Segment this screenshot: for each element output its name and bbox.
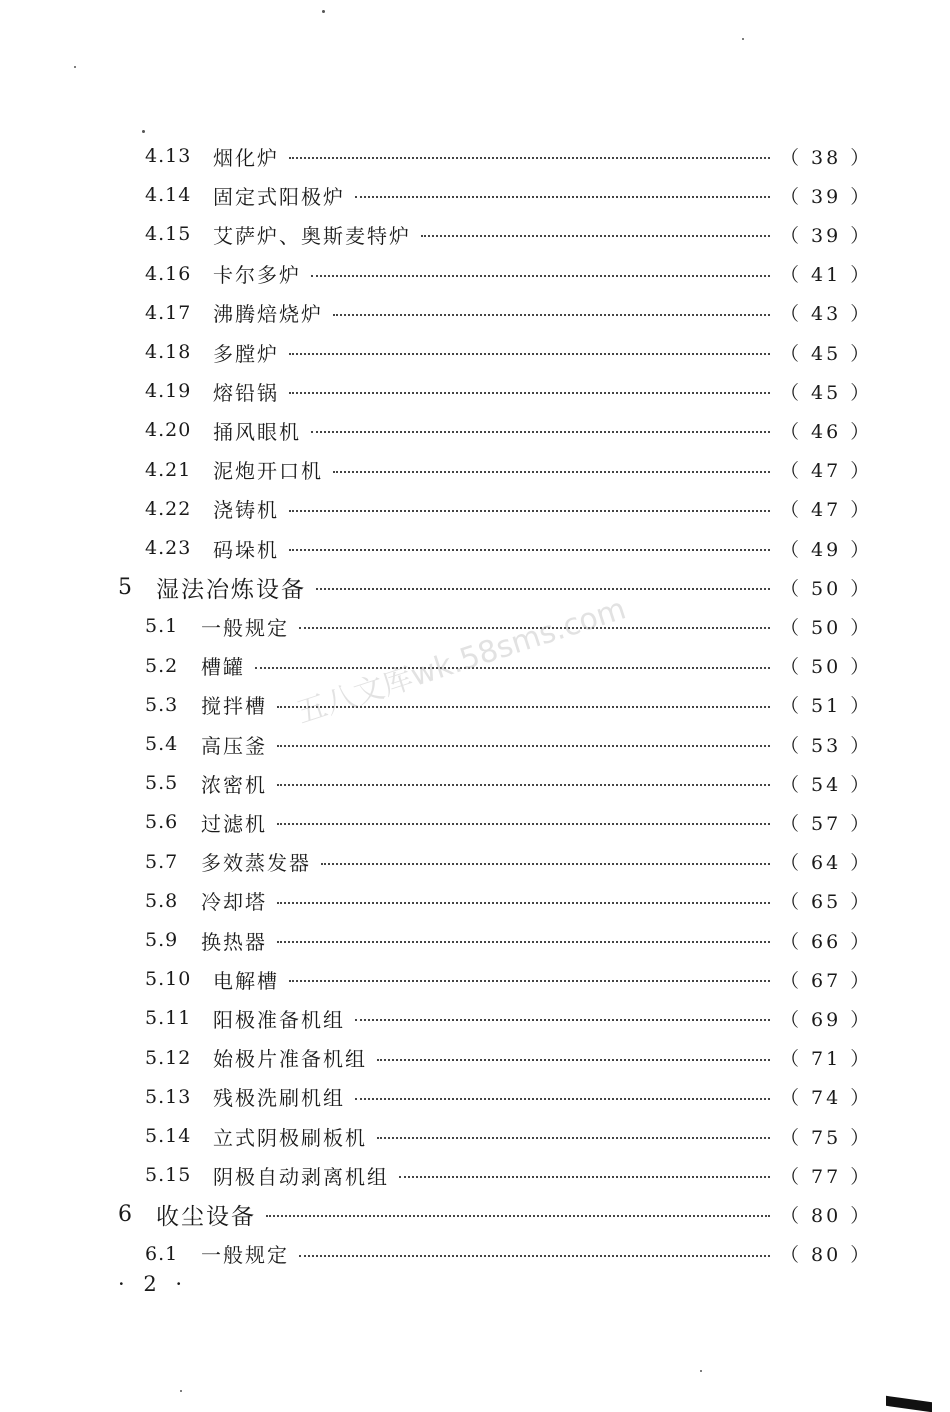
toc-entry-title: 一般规定	[201, 615, 289, 640]
toc-entry-page: （ 45 ）	[780, 381, 873, 404]
toc-section-entry	[145, 807, 873, 837]
toc-entry-title: 固定式阳极炉	[213, 184, 345, 209]
toc-section-entry	[145, 847, 873, 877]
toc-entry-number: 4.18	[145, 341, 192, 363]
toc-section-entry	[145, 259, 873, 289]
dot-leader	[289, 549, 770, 551]
toc-entry-title: 烟化炉	[213, 145, 279, 170]
toc-entry-title: 多效蒸发器	[201, 851, 311, 876]
dot-leader	[333, 314, 770, 316]
toc-entry-title: 过滤机	[201, 811, 267, 836]
dot-leader	[333, 471, 770, 473]
toc-entry-title: 残极洗刷机组	[213, 1086, 345, 1111]
dot-leader	[355, 1019, 770, 1021]
toc-entry-number: 5.5	[145, 772, 179, 795]
dot-leader	[299, 1255, 770, 1257]
toc-entry-page: （ 51 ）	[780, 695, 873, 718]
toc-entry-page: （ 47 ）	[780, 460, 873, 483]
dot-leader	[289, 980, 770, 982]
toc-entry-page: （ 43 ）	[780, 303, 873, 326]
dot-leader	[421, 235, 770, 237]
toc-section-entry	[145, 455, 873, 485]
toc-entry-number: 6.1	[145, 1242, 179, 1265]
dot-leader	[377, 1059, 770, 1061]
toc-entry-title: 搅拌槽	[201, 694, 267, 719]
dot-leader	[321, 863, 770, 865]
toc-entry-number: 4.21	[145, 458, 192, 481]
toc-entry-number: 5.8	[145, 889, 179, 912]
dot-leader	[277, 902, 770, 904]
toc-entry-page: （ 46 ）	[780, 420, 873, 443]
toc-section-entry	[145, 298, 873, 328]
toc-entry-number: 4.22	[145, 497, 192, 520]
toc-section-entry	[145, 964, 873, 994]
toc-entry-title: 艾萨炉、奥斯麦特炉	[213, 223, 411, 248]
toc-entry-page: （ 80 ）	[780, 1204, 873, 1227]
toc-entry-page: （ 50 ）	[780, 577, 873, 600]
toc-entry-page: （ 71 ）	[780, 1048, 873, 1071]
toc-entry-number: 4.19	[145, 380, 192, 403]
toc-entry-number: 4.13	[145, 145, 192, 167]
toc-entry-title: 多膛炉	[213, 341, 279, 366]
toc-entry-title: 收尘设备	[156, 1203, 256, 1230]
toc-section-entry	[145, 886, 873, 916]
toc-section-entry	[145, 219, 873, 249]
dot-leader	[277, 823, 770, 825]
dot-leader	[277, 784, 770, 786]
toc-entry-number: 5.2	[145, 654, 179, 677]
toc-entry-title: 码垛机	[213, 537, 279, 562]
scan-speck	[322, 10, 325, 13]
dot-leader	[289, 392, 770, 394]
toc-section-entry	[145, 1003, 873, 1033]
toc-entry-page: （ 57 ）	[780, 812, 873, 835]
toc-entry-number: 4.17	[145, 301, 192, 324]
toc-entry-title: 立式阴极刷板机	[213, 1125, 367, 1150]
toc-entry-title: 一般规定	[201, 1243, 289, 1268]
toc-section-entry	[145, 729, 873, 759]
toc-entry-page: （ 49 ）	[780, 538, 873, 561]
toc-entry-page: （ 74 ）	[780, 1087, 873, 1110]
toc-section-entry	[145, 690, 873, 720]
dot-leader	[266, 1215, 770, 1217]
toc-section-entry	[145, 337, 873, 367]
dot-leader	[289, 353, 770, 355]
toc-entry-title: 阳极准备机组	[213, 1007, 345, 1032]
toc-entry-number: 4.14	[145, 184, 192, 207]
toc-section-entry	[145, 180, 873, 210]
dot-leader	[316, 588, 770, 590]
dot-leader	[377, 1137, 770, 1139]
toc-entry-title: 高压釜	[201, 733, 267, 758]
toc-section-entry	[145, 415, 873, 445]
dot-leader	[311, 431, 770, 433]
toc-entry-number: 5	[118, 574, 133, 600]
toc-entry-page: （ 65 ）	[780, 891, 873, 914]
toc-chapter-entry	[118, 1199, 873, 1230]
toc-entry-number: 5.13	[145, 1085, 192, 1108]
toc-entry-title: 泥炮开口机	[213, 459, 323, 484]
toc-entry-title: 卡尔多炉	[213, 263, 301, 288]
toc-entry-page: （ 39 ）	[780, 224, 873, 247]
toc-section-entry	[145, 141, 873, 171]
toc-entry-number: 5.3	[145, 693, 179, 716]
scan-edge-mark	[886, 1396, 932, 1412]
toc-entry-title: 浓密机	[201, 772, 267, 797]
toc-entry-number: 5.12	[145, 1046, 192, 1069]
toc-entry-title: 电解槽	[213, 968, 279, 993]
toc-entry-page: （ 50 ）	[780, 656, 873, 679]
toc-section-entry	[145, 376, 873, 406]
scan-speck	[742, 38, 744, 40]
toc-entry-number: 5.11	[145, 1007, 192, 1030]
dot-leader	[277, 941, 770, 943]
toc-entry-title: 槽罐	[201, 655, 245, 680]
page-number: · 2 ·	[118, 1272, 189, 1296]
toc-entry-title: 浇铸机	[213, 498, 279, 523]
toc-entry-title: 湿法冶炼设备	[156, 576, 306, 603]
dot-leader	[399, 1176, 770, 1178]
toc-entry-page: （ 41 ）	[780, 264, 873, 287]
toc-section-entry	[145, 1043, 873, 1073]
scan-speck	[700, 1370, 702, 1372]
dot-leader	[355, 196, 770, 198]
toc-entry-title: 熔铅锅	[213, 380, 279, 405]
dot-leader	[289, 157, 770, 159]
toc-section-entry	[145, 1160, 873, 1190]
toc-entry-title: 捅风眼机	[213, 419, 301, 444]
toc-entry-title: 阴极自动剥离机组	[213, 1164, 389, 1189]
toc-entry-number: 5.9	[145, 929, 179, 951]
scan-speck	[74, 66, 76, 68]
toc-entry-title: 沸腾焙烧炉	[213, 302, 323, 327]
toc-entry-page: （ 38 ）	[780, 146, 873, 169]
toc-entry-number: 6	[118, 1201, 133, 1227]
toc-entry-number: 5.6	[145, 811, 179, 834]
dot-leader	[277, 745, 770, 747]
toc-entry-page: （ 47 ）	[780, 499, 873, 522]
toc-section-entry	[145, 494, 873, 524]
dot-leader	[311, 275, 770, 277]
toc-entry-number: 5.15	[145, 1164, 192, 1187]
toc-chapter-entry	[118, 572, 873, 603]
toc-section-entry	[145, 1121, 873, 1151]
toc-entry-number: 5.10	[145, 968, 192, 991]
toc-entry-number: 5.4	[145, 733, 179, 755]
toc-entry-number: 4.15	[145, 223, 192, 246]
toc-entry-number: 5.14	[145, 1125, 192, 1147]
toc-section-entry	[145, 1082, 873, 1112]
toc-entry-title: 冷却塔	[201, 890, 267, 915]
toc-section-entry	[145, 533, 873, 563]
dot-leader	[355, 1098, 770, 1100]
toc-entry-page: （ 45 ）	[780, 342, 873, 365]
toc-entry-page: （ 39 ）	[780, 185, 873, 208]
toc-section-entry	[145, 1239, 873, 1269]
toc-section-entry	[145, 768, 873, 798]
toc-entry-number: 5.1	[145, 615, 179, 638]
dot-leader	[255, 667, 770, 669]
toc-entry-page: （ 80 ）	[780, 1244, 873, 1267]
toc-entry-page: （ 64 ）	[780, 852, 873, 875]
toc-entry-page: （ 50 ）	[780, 616, 873, 639]
toc-entry-page: （ 77 ）	[780, 1165, 873, 1188]
toc-entry-number: 4.20	[145, 419, 192, 442]
toc-entry-number: 4.23	[145, 537, 192, 559]
scan-speck	[180, 1390, 182, 1392]
toc-entry-number: 5.7	[145, 850, 179, 873]
toc-entry-title: 始极片准备机组	[213, 1047, 367, 1072]
toc-section-entry	[145, 925, 873, 955]
watermark: 五八文库wk.58sms.com	[292, 591, 631, 731]
toc-entry-page: （ 67 ）	[780, 969, 873, 992]
toc-entry-page: （ 69 ）	[780, 1008, 873, 1031]
toc-entry-title: 换热器	[201, 929, 267, 954]
toc-entry-page: （ 66 ）	[780, 930, 873, 953]
dot-leader	[289, 510, 770, 512]
toc-entry-page: （ 54 ）	[780, 773, 873, 796]
scan-speck	[142, 130, 145, 133]
toc-entry-page: （ 75 ）	[780, 1126, 873, 1149]
toc-entry-number: 4.16	[145, 262, 192, 285]
toc-entry-page: （ 53 ）	[780, 734, 873, 757]
